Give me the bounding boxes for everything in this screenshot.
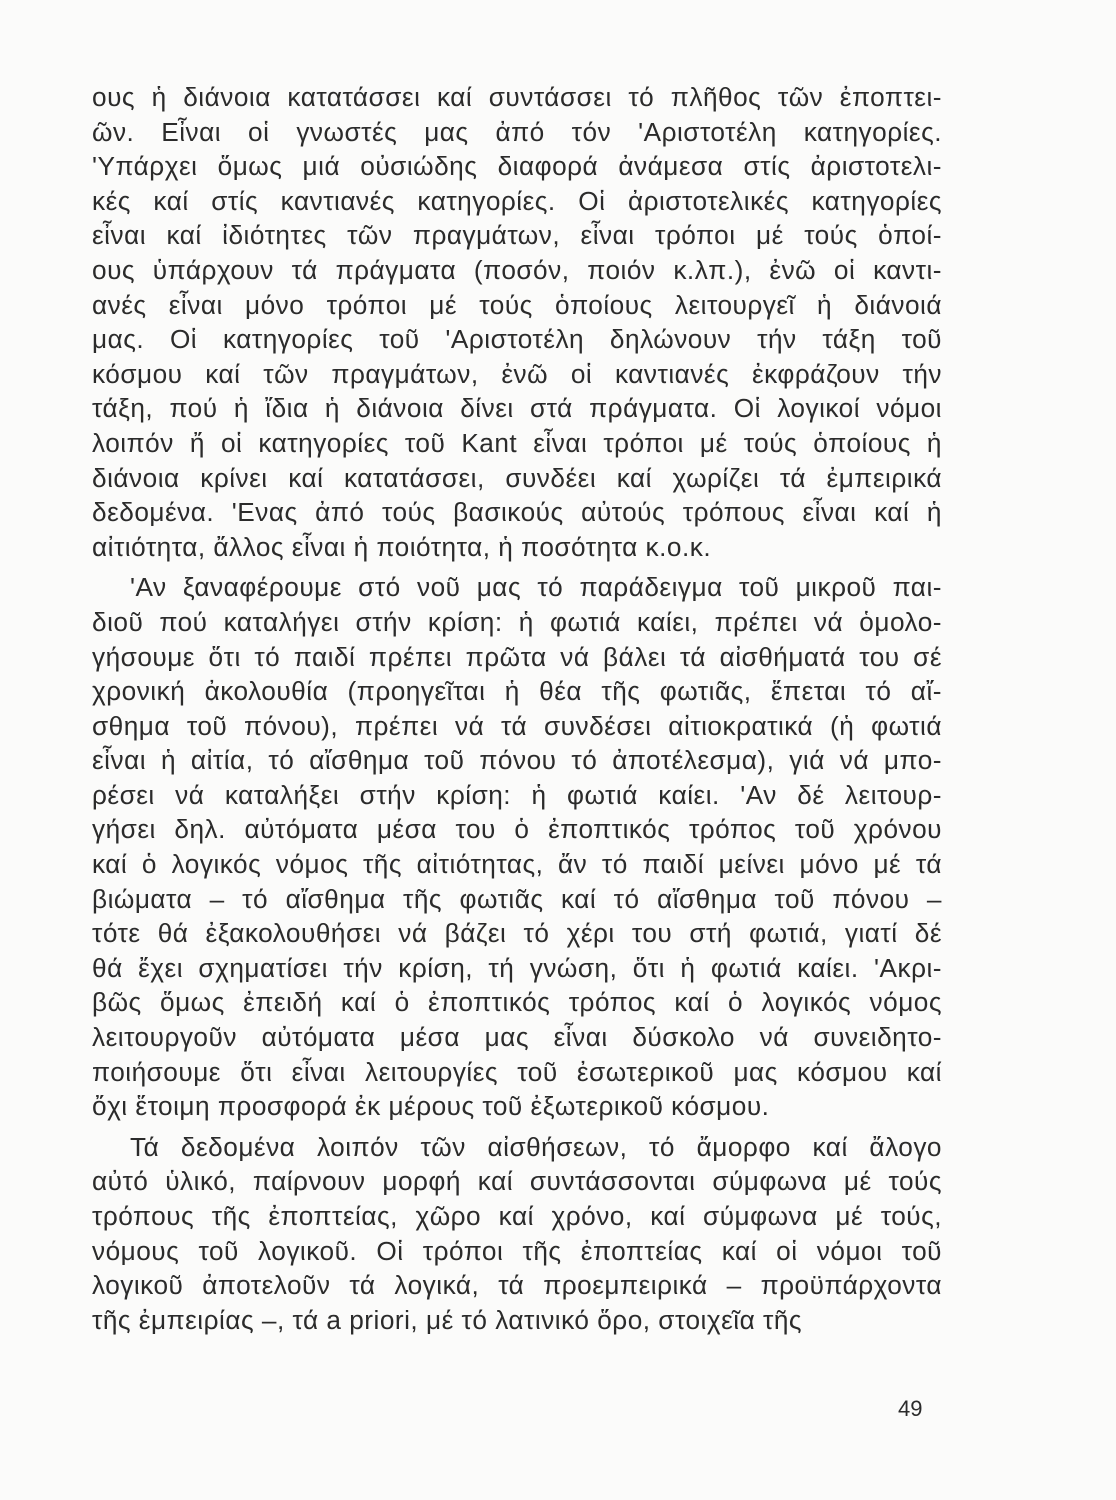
text-line: δεδομένα. 'Ενας ἀπό τούς βασικούς αὐτούς τρόπους εἶναι καί ἡ <box>92 497 942 528</box>
text-line: γήσει δηλ. αὐτόματα μέσα του ὁ ἐποπτικός τρόπος τοῦ χρόνου <box>92 814 942 845</box>
text-line: μας. Οἱ κατηγορίες τοῦ 'Αριστοτέλη δηλώνουν τήν τάξη τοῦ <box>92 324 942 355</box>
text-line: σθημα τοῦ πόνου), πρέπει νά τά συνδέσει αἰτιοκρατικά (ἡ φωτιά <box>92 710 942 741</box>
text-line: ῶν. Εἶναι οἱ γνωστές μας ἀπό τόν 'Αριστοτέλη κατηγορίες. <box>92 116 942 147</box>
text-line: τότε θά ἐξακολουθήσει νά βάζει τό χέρι του στή φωτιά, γιατί δέ <box>92 918 942 949</box>
text-line: τάξη, πού ἡ ἴδια ἡ διάνοια δίνει στά πράγματα. Οἱ λογικοί νόμοι <box>92 393 942 424</box>
paragraph <box>92 80 942 564</box>
text-line: κόσμου καί τῶν πραγμάτων, ἐνῶ οἱ καντιανές ἐκφράζουν τήν <box>92 358 942 389</box>
body-text <box>92 80 942 1337</box>
text-line: διοῦ πού καταλήγει στήν κρίση: ἡ φωτιά καίει, πρέπει νά ὁμολο- <box>92 606 942 637</box>
text-line: ποιήσουμε ὅτι εἶναι λειτουργίες τοῦ ἐσωτερικοῦ μας κόσμου καί <box>92 1056 942 1087</box>
text-line: Τά δεδομένα λοιπόν τῶν αἰσθήσεων, τό ἄμορφο καί ἄλογο <box>130 1131 942 1162</box>
text-line: νόμους τοῦ λογικοῦ. Οἱ τρόποι τῆς ἐποπτείας καί οἱ νόμοι τοῦ <box>92 1235 942 1266</box>
text-line: 'Αν ξαναφέρουμε στό νοῦ μας τό παράδειγμα τοῦ μικροῦ παι- <box>130 572 942 603</box>
text-line: κές καί στίς καντιανές κατηγορίες. Οἱ ἀριστοτελικές κατηγορίες <box>92 185 942 216</box>
text-line: εἶναι ἡ αἰτία, τό αἴσθημα τοῦ πόνου τό ἀποτέλεσμα), γιά νά μπο- <box>92 745 942 776</box>
text-line: ρέσει νά καταλήξει στήν κρίση: ἡ φωτιά καίει. 'Αν δέ λειτουρ- <box>92 779 942 810</box>
paragraph <box>92 570 942 1124</box>
text-line: 'Υπάρχει ὅμως μιά οὐσιώδης διαφορά ἀνάμεσα στίς ἀριστοτελι- <box>92 151 942 182</box>
text-line: αἰτιότητα, ἄλλος εἶναι ἡ ποιότητα, ἡ ποσότητα κ.ο.κ. <box>92 531 712 562</box>
text-line: λογικοῦ ἀποτελοῦν τά λογικά, τά προεμπειρικά – προϋπάρχοντα <box>92 1270 942 1301</box>
text-line: λοιπόν ἤ οἱ κατηγορίες τοῦ Kant εἶναι τρόποι μέ τούς ὁποίους ἡ <box>92 427 942 458</box>
text-line: χρονική ἀκολουθία (προηγεῖται ἡ θέα τῆς φωτιᾶς, ἕπεται τό αἴ- <box>92 676 942 707</box>
text-line: τῆς ἐμπειρίας –, τά a priori, μέ τό λατινικό ὅρο, στοιχεῖα τῆς <box>92 1304 803 1335</box>
text-line: βῶς ὅμως ἐπειδή καί ὁ ἐποπτικός τρόπος καί ὁ λογικός νόμος <box>92 987 942 1018</box>
text-line: θά ἔχει σχηματίσει τήν κρίση, τή γνώση, ὅτι ἡ φωτιά καίει. 'Ακρι- <box>92 952 942 983</box>
text-line: ὄχι ἕτοιμη προσφορά ἐκ μέρους τοῦ ἐξωτερικοῦ κόσμου. <box>92 1091 770 1122</box>
text-line: αὐτό ὑλικό, παίρνουν μορφή καί συντάσσονται σύμφωνα μέ τούς <box>92 1166 942 1197</box>
text-line: ανές εἶναι μόνο τρόποι μέ τούς ὁποίους λειτουργεῖ ἡ διάνοιά <box>92 289 942 320</box>
text-line: καί ὁ λογικός νόμος τῆς αἰτιότητας, ἄν τό παιδί μείνει μόνο μέ τά <box>92 849 942 880</box>
text-line: ους ἡ διάνοια κατατάσσει καί συντάσσει τό πλῆθος τῶν ἐποπτει- <box>92 82 942 112</box>
text-line: εἶναι καί ἰδιότητες τῶν πραγμάτων, εἶναι τρόποι μέ τούς ὁποί- <box>92 220 942 251</box>
text-line: βιώματα – τό αἴσθημα τῆς φωτιᾶς καί τό αἴσθημα τοῦ πόνου – <box>92 883 942 914</box>
text-line: λειτουργοῦν αὐτόματα μέσα μας εἶναι δύσκολο νά συνειδητο- <box>92 1022 942 1053</box>
text-line: τρόπους τῆς ἐποπτείας, χῶρο καί χρόνο, καί σύμφωνα μέ τούς, <box>92 1201 942 1231</box>
text-line: ους ὑπάρχουν τά πράγματα (ποσόν, ποιόν κ.λπ.), ἐνῶ οἱ καντι- <box>92 254 942 285</box>
page-number: 49 <box>898 1396 923 1421</box>
paragraph <box>92 1130 942 1338</box>
text-line: διάνοια κρίνει καί κατατάσσει, συνδέει καί χωρίζει τά ἐμπειρικά <box>92 462 942 493</box>
text-line: γήσουμε ὅτι τό παιδί πρέπει πρῶτα νά βάλει τά αἰσθήματά του σέ <box>92 641 942 672</box>
